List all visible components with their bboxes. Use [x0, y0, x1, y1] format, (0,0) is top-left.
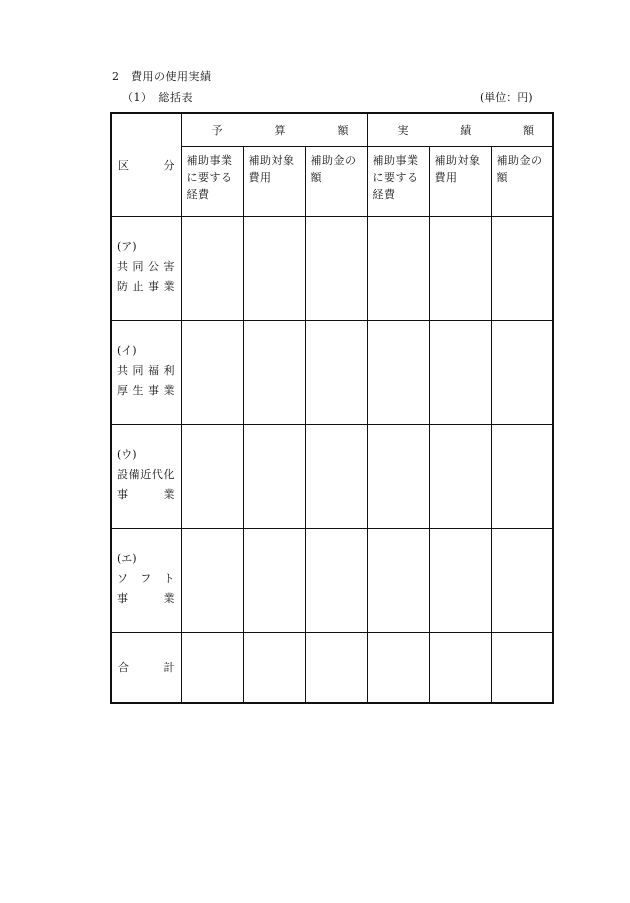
amount-cell[interactable]: [429, 529, 491, 633]
amount-cell[interactable]: [491, 529, 553, 633]
table-row: [111, 217, 553, 321]
label-char: 共: [117, 364, 128, 377]
label-char: 福: [148, 364, 159, 377]
label-char: 事: [148, 384, 159, 397]
row-label-line: [117, 361, 181, 381]
label-char: 同: [132, 260, 144, 273]
subheader-cell: [491, 147, 553, 217]
label-char: フ: [140, 572, 152, 585]
amount-cell[interactable]: [367, 425, 429, 529]
row-label-cell: [111, 321, 181, 425]
row-label-line: [117, 589, 181, 609]
total-label-cell: [111, 633, 181, 703]
label-char: 害: [163, 260, 175, 273]
amount-cell[interactable]: [367, 217, 429, 321]
label-char: 業: [163, 280, 175, 293]
label-char: 業: [163, 384, 175, 397]
label-char: 公: [148, 260, 159, 273]
subheader-line: 補助対象: [248, 154, 295, 167]
row-label-line: [117, 381, 181, 401]
label-char: 利: [163, 364, 175, 377]
subheader-line: 補助金の: [496, 154, 543, 167]
row-label: (エ): [117, 552, 137, 565]
label-char: 共: [117, 260, 128, 273]
subheader-line: 補助金の: [310, 154, 357, 167]
label-char: 設: [117, 468, 128, 481]
subheader-cell: [367, 147, 429, 217]
amount-cell[interactable]: [367, 321, 429, 425]
row-label-line: [117, 485, 181, 505]
actual-header-char: 額: [523, 123, 535, 137]
label-char: 事: [117, 488, 128, 501]
label-char: 事: [148, 280, 159, 293]
amount-cell[interactable]: [305, 529, 367, 633]
actual-header-char: 績: [460, 123, 472, 137]
amount-cell[interactable]: [429, 633, 491, 703]
label-char: ト: [163, 572, 175, 585]
category-header-char: 分: [163, 158, 175, 172]
amount-cell[interactable]: [491, 633, 553, 703]
actual-group-header: [367, 113, 553, 147]
budget-header-char: 額: [337, 123, 349, 137]
total-label-char: 計: [163, 660, 175, 674]
amount-cell[interactable]: [243, 529, 305, 633]
label-char: 防: [117, 280, 128, 293]
subheader-line: に要する: [372, 171, 419, 184]
category-header-char: 区: [118, 158, 129, 172]
amount-cell[interactable]: [429, 217, 491, 321]
label-char: 備: [128, 468, 140, 481]
label-char: 化: [163, 468, 175, 481]
row-label-line: [117, 277, 181, 297]
row-label-cell: [111, 217, 181, 321]
subheader-line: 経費: [372, 188, 396, 201]
subheader-cell: [181, 147, 243, 217]
subheader-line: 補助事業: [186, 154, 233, 167]
subheader-line: 額: [310, 171, 322, 184]
amount-cell[interactable]: [243, 425, 305, 529]
amount-cell[interactable]: [181, 321, 243, 425]
amount-cell[interactable]: [367, 529, 429, 633]
row-label: (ア): [117, 240, 137, 253]
row-label: (イ): [117, 344, 137, 357]
amount-cell[interactable]: [491, 217, 553, 321]
label-char: 事: [117, 592, 128, 605]
table-title: （1） 総括表: [122, 91, 193, 104]
subheader-line: 費用: [434, 171, 458, 184]
label-char: 業: [163, 592, 175, 605]
subheader-cell: [429, 147, 491, 217]
subheader-line: 額: [496, 171, 509, 184]
amount-cell[interactable]: [243, 217, 305, 321]
label-char: 業: [163, 488, 175, 501]
row-label: (ウ): [117, 448, 137, 461]
label-char: ソ: [117, 572, 128, 585]
label-char: 生: [132, 384, 144, 397]
amount-cell[interactable]: [305, 217, 367, 321]
amount-cell[interactable]: [491, 321, 553, 425]
amount-cell[interactable]: [181, 633, 243, 703]
budget-header-char: 算: [274, 123, 286, 137]
actual-header-char: 実: [397, 123, 409, 137]
subheader-line: 費用: [248, 171, 272, 184]
subheader-cell: [243, 147, 305, 217]
amount-cell[interactable]: [243, 633, 305, 703]
amount-cell[interactable]: [491, 425, 553, 529]
amount-cell[interactable]: [429, 425, 491, 529]
amount-cell[interactable]: [367, 633, 429, 703]
amount-cell[interactable]: [305, 633, 367, 703]
amount-cell[interactable]: [181, 425, 243, 529]
amount-cell[interactable]: [181, 217, 243, 321]
section-heading: 2 費用の使用実績: [112, 70, 212, 83]
category-header-cell: [111, 113, 181, 217]
unit-label: (単位：円): [480, 91, 533, 104]
subheader-cell: [305, 147, 367, 217]
subheader-line: に要する: [186, 171, 233, 184]
amount-cell[interactable]: [243, 321, 305, 425]
label-char: 近: [140, 468, 152, 481]
subheader-line: 補助事業: [372, 154, 419, 167]
amount-cell[interactable]: [305, 425, 367, 529]
row-label-cell: [111, 529, 181, 633]
budget-header-char: 予: [211, 123, 223, 137]
label-char: 同: [132, 364, 144, 377]
amount-cell[interactable]: [305, 321, 367, 425]
total-row: [111, 633, 553, 703]
table-row: [111, 425, 553, 529]
row-label-line: [117, 465, 181, 485]
label-char: 代: [151, 468, 163, 481]
table-row: [111, 529, 553, 633]
label-char: 止: [132, 280, 144, 293]
subheader-line: 経費: [186, 188, 210, 201]
total-label-char: 合: [118, 660, 129, 674]
amount-cell[interactable]: [181, 529, 243, 633]
row-label-line: [117, 257, 181, 277]
summary-table: [110, 112, 554, 704]
budget-group-header: [181, 113, 367, 147]
row-label-cell: [111, 425, 181, 529]
row-label-line: [117, 569, 181, 589]
amount-cell[interactable]: [429, 321, 491, 425]
subheader-line: 補助対象: [434, 154, 481, 167]
table-row: [111, 321, 553, 425]
label-char: 厚: [117, 384, 128, 397]
